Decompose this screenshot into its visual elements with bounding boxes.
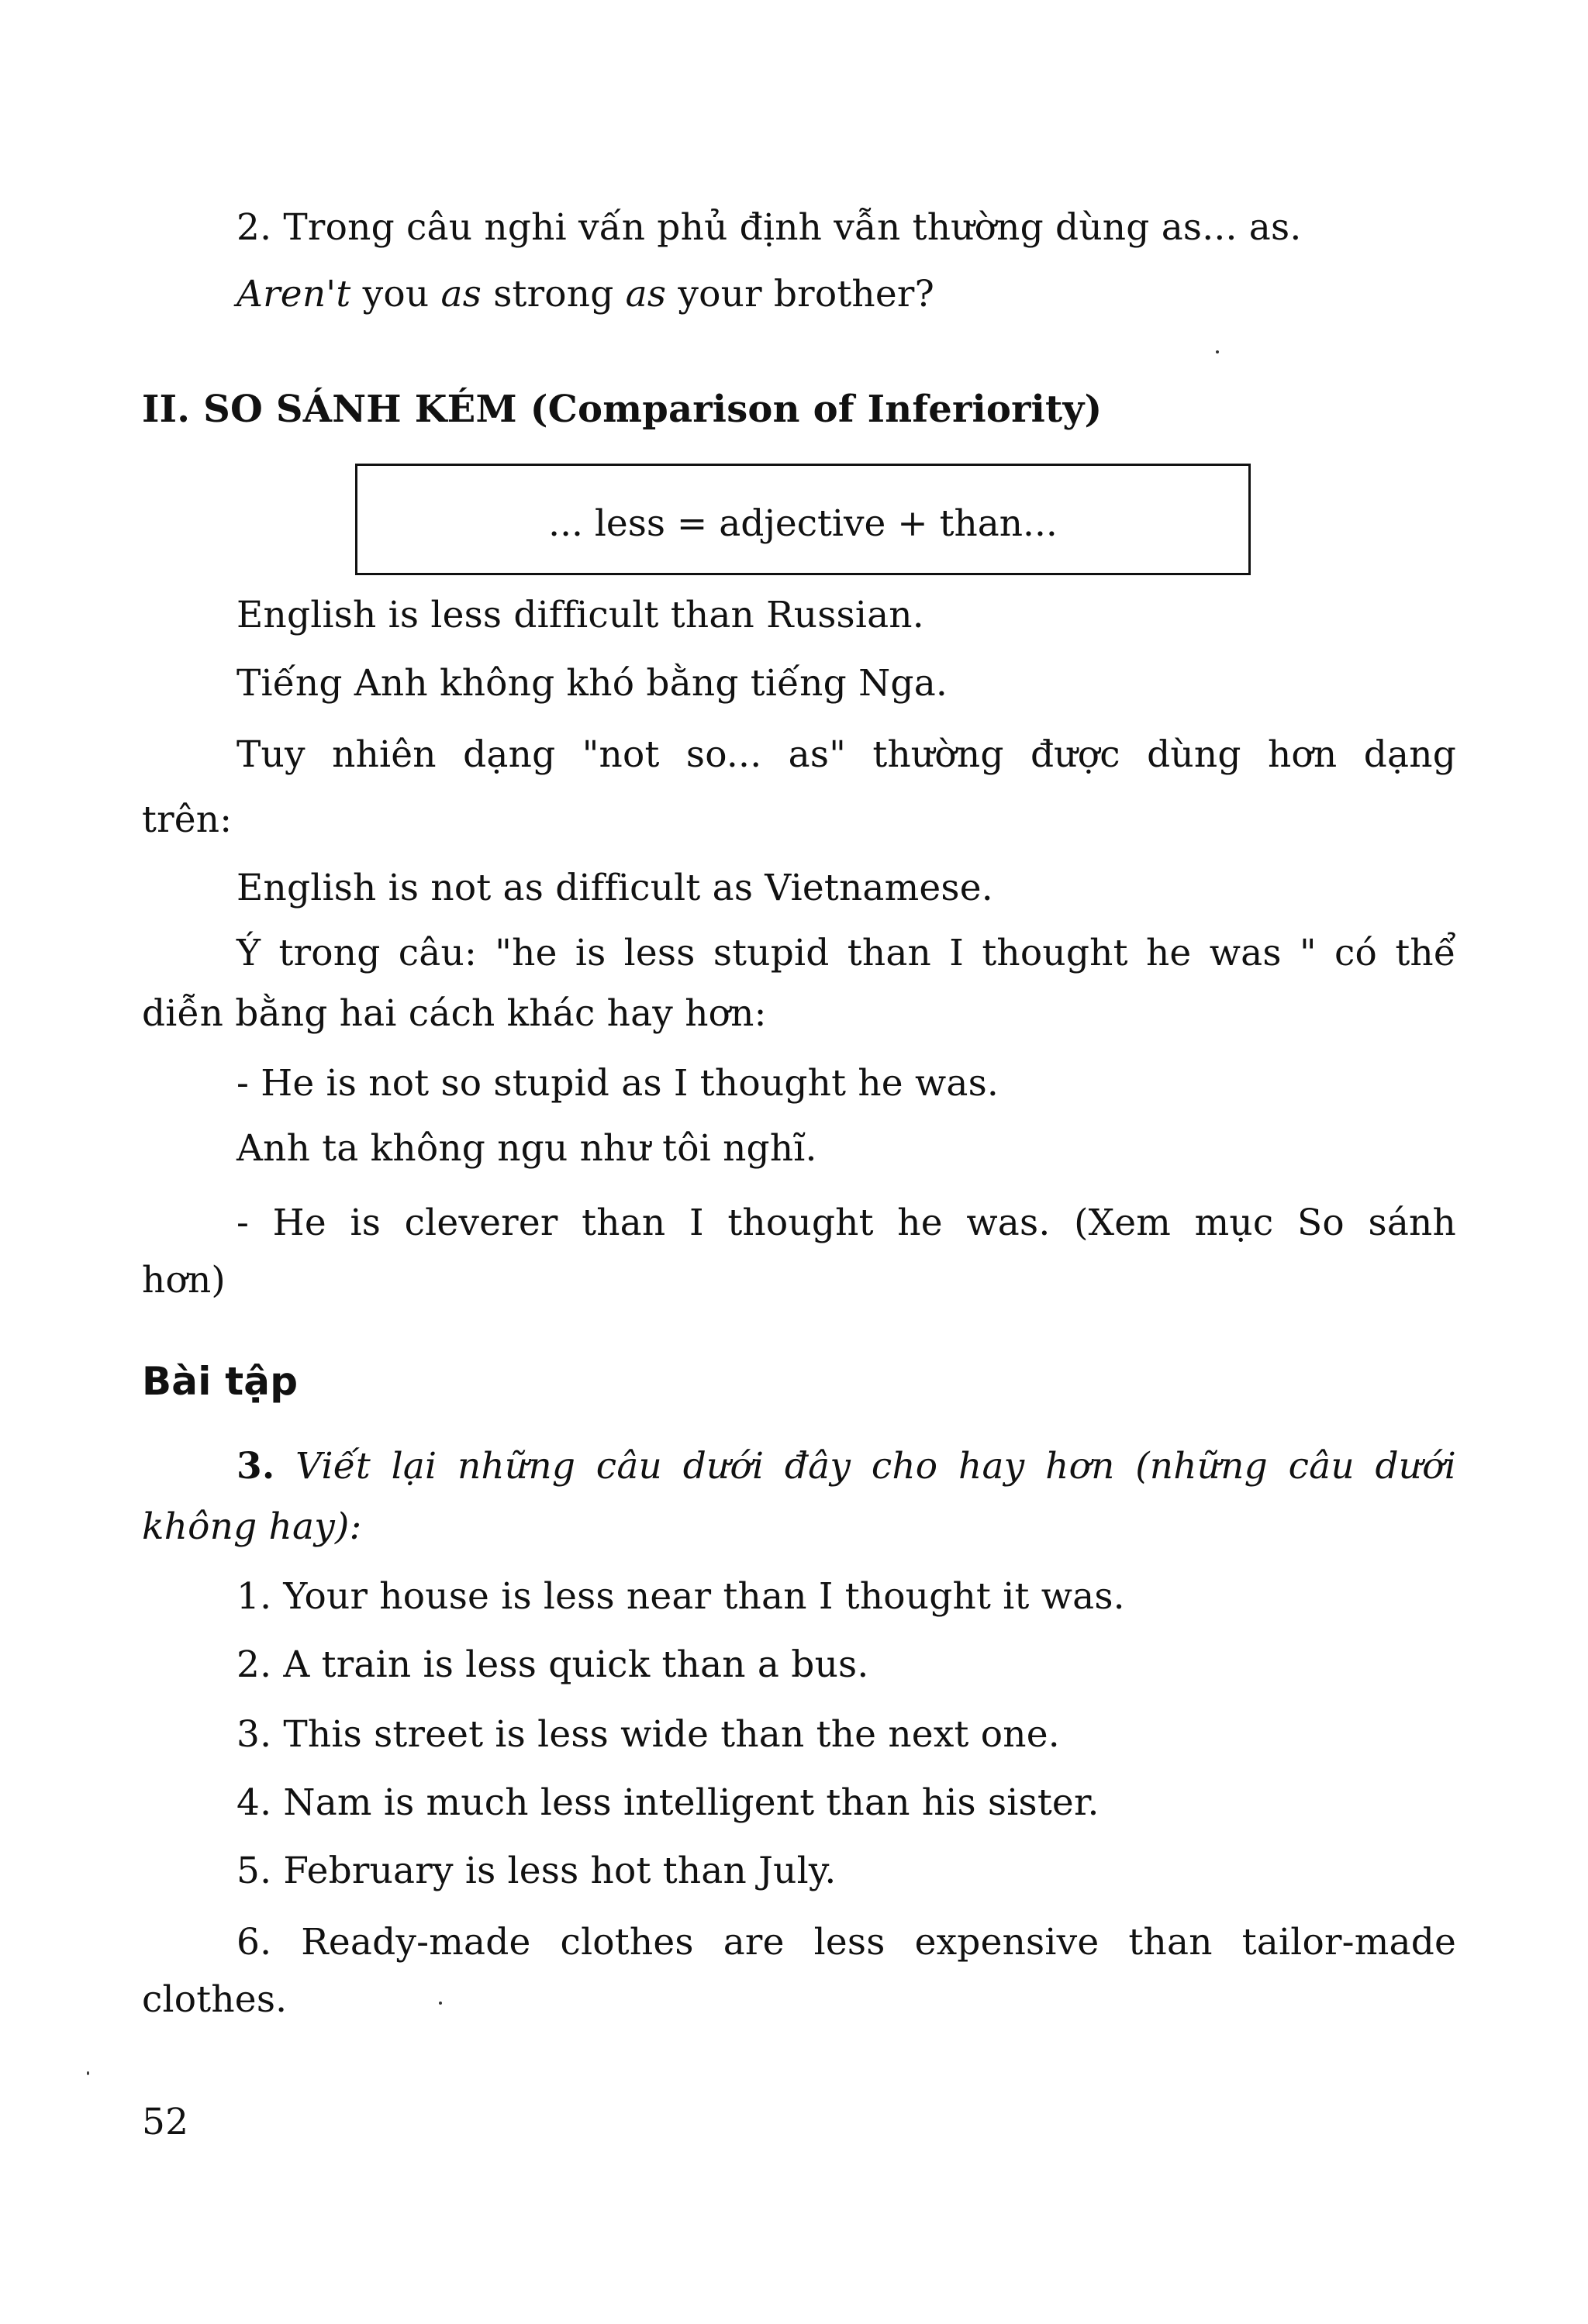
rule-point-2: 2. Trong câu nghi vấn phủ định vẫn thường dùng as... as. [236, 206, 1302, 249]
instruction-text: Viết lại những câu dưới đây cho hay hơn (những câu dưới [295, 1445, 1456, 1488]
alternative-translation: Anh ta không ngu như tôi nghĩ. [236, 1127, 817, 1170]
instruction-text: không hay): [142, 1505, 362, 1548]
paragraph-line: trên: [142, 798, 233, 841]
exercise-heading: Bài tập [142, 1359, 299, 1404]
paragraph-line: Tuy nhiên dạng "not so... as" thường được dùng hơn dạng [236, 733, 1456, 776]
example-english: English is less difficult than Russian. [236, 594, 924, 636]
example-sentence [236, 271, 934, 318]
exercise-item: 2. A train is less quick than a bus. [236, 1643, 869, 1686]
exercise-item: 3. This street is less wide than the next one. [236, 1713, 1060, 1756]
formula-box [355, 464, 1251, 575]
scan-speck [1216, 350, 1219, 353]
example-part: strong [482, 273, 626, 315]
section-heading: II. SO SÁNH KÉM (Comparison of Inferiority) [142, 388, 1103, 431]
exercise-item: 4. Nam is much less intelligent than his sister. [236, 1781, 1100, 1824]
exercise-instruction [236, 1443, 1456, 1490]
exercise-item: 5. February is less hot than July. [236, 1850, 837, 1892]
example-english: English is not as difficult as Vietnamese. [236, 867, 993, 909]
example-part: your brother? [666, 273, 934, 315]
paragraph-line: - He is cleverer than I thought he was. (Xem mục So sánh [236, 1202, 1456, 1244]
example-part: you [350, 273, 441, 315]
scan-speck [87, 2071, 89, 2075]
page-number: 52 [142, 2101, 189, 2143]
paragraph-line: diễn bằng hai cách khác hay hơn: [142, 992, 767, 1035]
exercise-instruction-cont [142, 1504, 362, 1550]
exercise-item: 6. Ready-made clothes are less expensive than tailor-made [236, 1921, 1456, 1964]
example-vietnamese: Tiếng Anh không khó bằng tiếng Nga. [236, 662, 948, 705]
alternative-sentence: - He is not so stupid as I thought he was. [236, 1062, 999, 1105]
exercise-number: 3. [236, 1445, 275, 1488]
example-part: Aren't [236, 273, 351, 315]
exercise-item: 1. Your house is less near than I thought it was. [236, 1575, 1125, 1618]
scan-speck [439, 2002, 442, 2005]
exercise-item-cont: clothes. [142, 1978, 288, 2021]
formula-text: ... less = adjective + than... [548, 502, 1058, 545]
example-part: as [625, 273, 667, 315]
example-part: as [440, 273, 482, 315]
paragraph-line: Ý trong câu: "he is less stupid than I thought he was " có thể [236, 932, 1456, 974]
paragraph-line: hơn) [142, 1259, 226, 1302]
